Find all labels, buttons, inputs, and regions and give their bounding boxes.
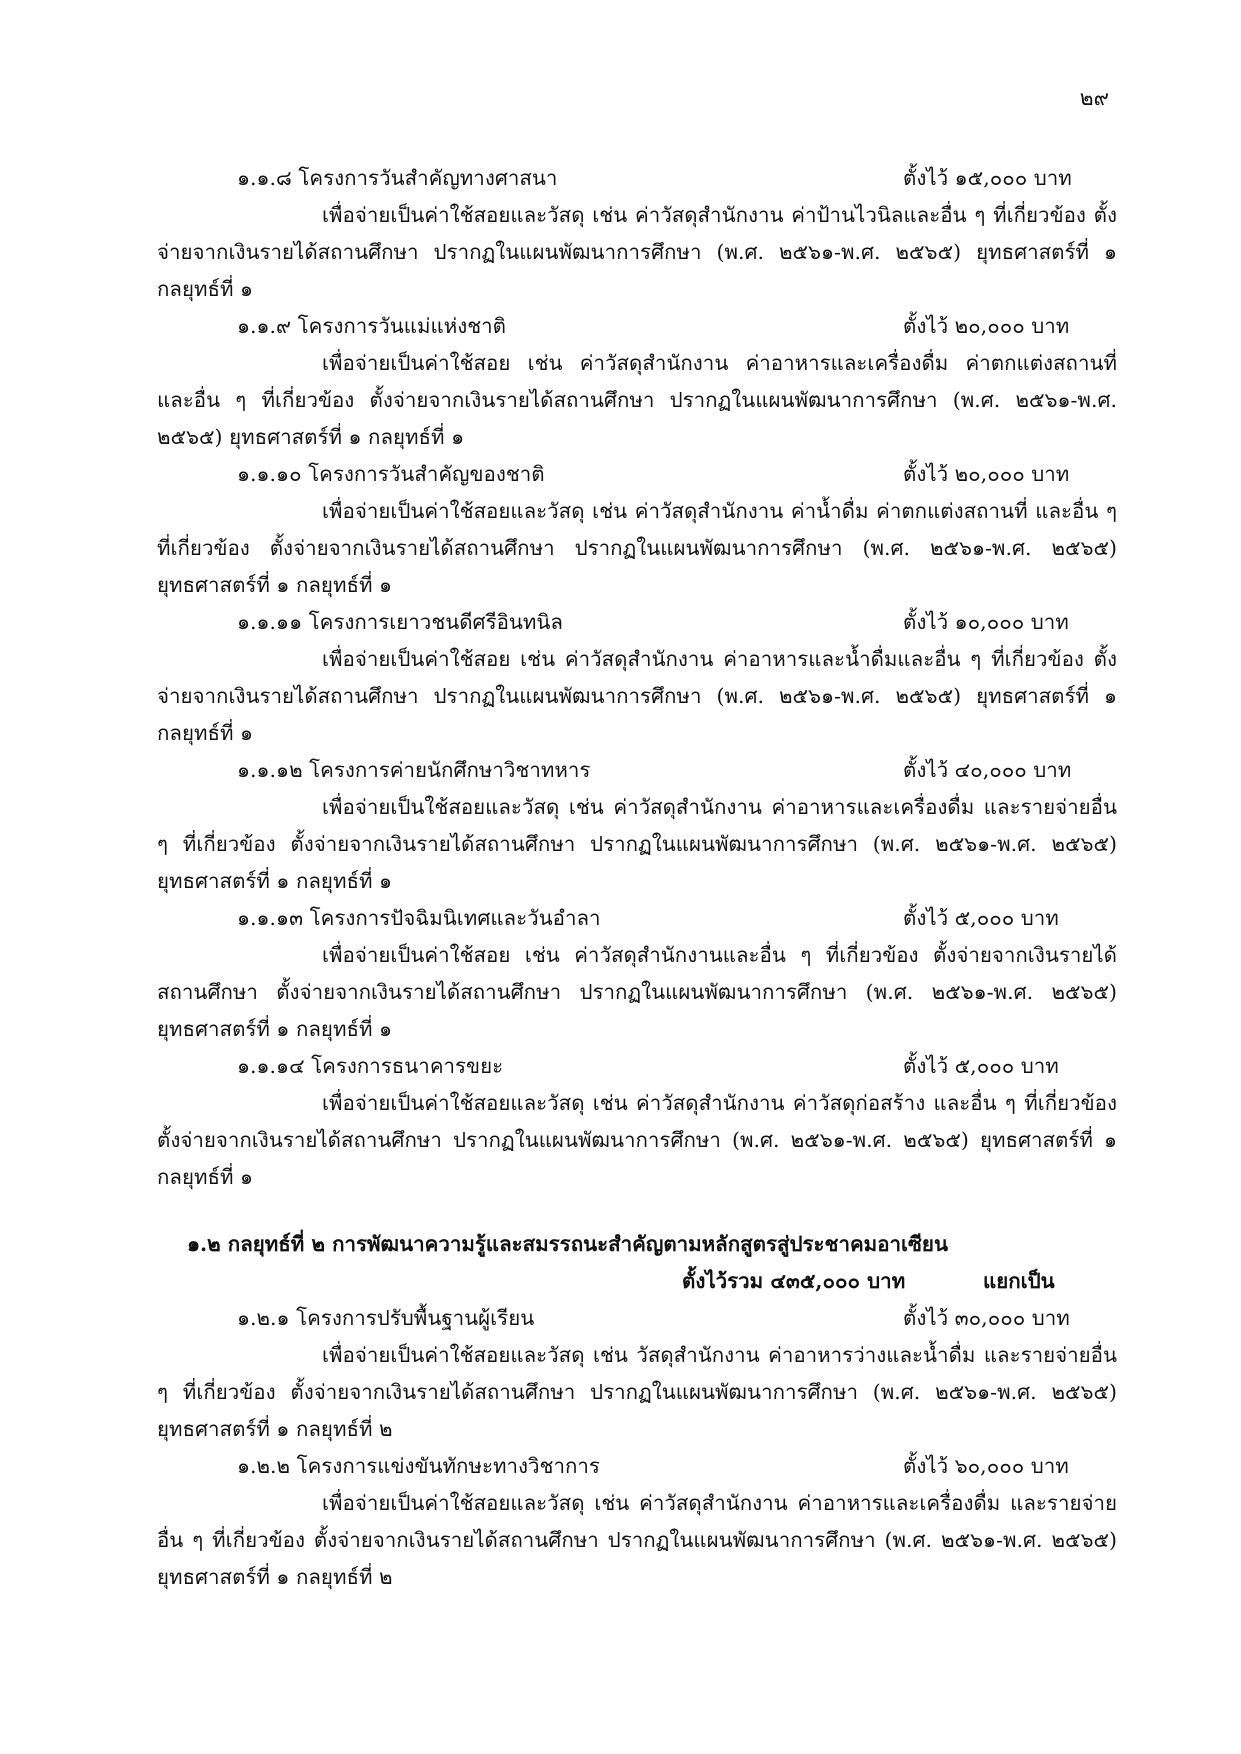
entry-amount: ตั้งไว้ ๑๕,๐๐๐ บาท [903, 166, 1072, 190]
budget-entry [157, 308, 1117, 456]
entry-amount: ตั้งไว้ ๖๐,๐๐๐ บาท [903, 1454, 1069, 1478]
document-body [157, 160, 1117, 1596]
entry-title: ๑.๒.๑ โครงการปรับพื้นฐานผู้เรียน [237, 1306, 535, 1330]
entry-amount: ตั้งไว้ ๕,๐๐๐ บาท [903, 906, 1059, 930]
entry-description: เพื่อจ่ายเป็นค่าใช้สอยและวัสดุ เช่น ค่าวัสดุสำนักงาน ค่าวัสดุก่อสร้าง และอื่น ๆ ที่เกี่ยวข้อง ตั้งจ่ายจากเงินรายได้สถานศึกษา ปรากฏในแผนพัฒนาการศึกษา (พ.ศ. ๒๕๖๑-พ.ศ. ๒๕๖๕) ยุทธศาสตร์ที่ ๑ กลยุทธ์ที่ ๑ [157, 1091, 1117, 1189]
entry-title: ๑.๑.๑๒ โครงการค่ายนักศึกษาวิชาทหาร [237, 758, 591, 782]
budget-entry [157, 456, 1117, 604]
entry-description: เพื่อจ่ายเป็นค่าใช้สอยและวัสดุ เช่น ค่าวัสดุสำนักงาน ค่าอาหารและเครื่องดื่ม และรายจ่ายอื่น ๆ ที่เกี่ยวข้อง ตั้งจ่ายจากเงินรายได้สถานศึกษา ปรากฏในแผนพัฒนาการศึกษา (พ.ศ. ๒๕๖๑-พ.ศ. ๒๕๖๕) ยุทธศาสตร์ที่ ๑ กลยุทธ์ที่ ๒ [157, 1491, 1117, 1589]
entry-title: ๑.๑.๑๓ โครงการปัจฉิมนิเทศและวันอำลา [237, 906, 601, 930]
entry-amount: ตั้งไว้ ๒๐,๐๐๐ บาท [903, 314, 1070, 338]
entry-heading [157, 308, 1117, 345]
budget-entry [157, 1448, 1117, 1596]
entry-heading [157, 1448, 1117, 1485]
entry-description: เพื่อจ่ายเป็นค่าใช้สอยและวัสดุ เช่น ค่าวัสดุสำนักงาน ค่าน้ำดื่ม ค่าตกแต่งสถานที่ และอื่น ๆ ที่เกี่ยวข้อง ตั้งจ่ายจากเงินรายได้สถานศึกษา ปรากฏในแผนพัฒนาการศึกษา (พ.ศ. ๒๕๖๑-พ.ศ. ๒๕๖๕) ยุทธศาสตร์ที่ ๑ กลยุทธ์ที่ ๑ [157, 499, 1117, 597]
entry-title: ๑.๑.๑๔ โครงการธนาคารขยะ [237, 1054, 504, 1078]
page-number: ๒๙ [1079, 86, 1109, 110]
budget-entry [157, 604, 1117, 752]
entry-description: เพื่อจ่ายเป็นใช้สอยและวัสดุ เช่น ค่าวัสดุสำนักงาน ค่าอาหารและเครื่องดื่ม และรายจ่ายอื่น ๆ ที่เกี่ยวข้อง ตั้งจ่ายจากเงินรายได้สถานศึกษา ปรากฏในแผนพัฒนาการศึกษา (พ.ศ. ๒๕๖๑-พ.ศ. ๒๕๖๕) ยุทธศาสตร์ที่ ๑ กลยุทธ์ที่ ๑ [157, 795, 1117, 893]
entry-amount: ตั้งไว้ ๕,๐๐๐ บาท [903, 1054, 1059, 1078]
entry-amount: ตั้งไว้ ๒๐,๐๐๐ บาท [903, 462, 1070, 486]
budget-entry [157, 1300, 1117, 1448]
entry-description: เพื่อจ่ายเป็นค่าใช้สอยและวัสดุ เช่น วัสดุสำนักงาน ค่าอาหารว่างและน้ำดื่ม และรายจ่ายอื่น ๆ ที่เกี่ยวข้อง ตั้งจ่ายจากเงินรายได้สถานศึกษา ปรากฏในแผนพัฒนาการศึกษา (พ.ศ. ๒๕๖๑-พ.ศ. ๒๕๖๕) ยุทธศาสตร์ที่ ๑ กลยุทธ์ที่ ๒ [157, 1343, 1117, 1441]
section-total-amount: ตั้งไว้รวม ๔๓๕,๐๐๐ บาท [682, 1269, 906, 1293]
entry-heading [157, 752, 1117, 789]
budget-entry [157, 160, 1117, 308]
entry-amount: ตั้งไว้ ๓๐,๐๐๐ บาท [903, 1306, 1070, 1330]
budget-entry [157, 900, 1117, 1048]
entry-amount: ตั้งไว้ ๔๐,๐๐๐ บาท [903, 758, 1072, 782]
entry-heading [157, 900, 1117, 937]
entry-heading [157, 1048, 1117, 1085]
entry-description: เพื่อจ่ายเป็นค่าใช้สอย เช่น ค่าวัสดุสำนักงานและอื่น ๆ ที่เกี่ยวข้อง ตั้งจ่ายจากเงินรายได้สถานศึกษา ตั้งจ่ายจากเงินรายได้สถานศึกษา ปรากฏในแผนพัฒนาการศึกษา (พ.ศ. ๒๕๖๑-พ.ศ. ๒๕๖๕) ยุทธศาสตร์ที่ ๑ กลยุทธ์ที่ ๑ [157, 943, 1117, 1041]
entry-title: ๑.๑.๘ โครงการวันสำคัญทางศาสนา [237, 166, 558, 190]
entry-amount: ตั้งไว้ ๑๐,๐๐๐ บาท [903, 610, 1069, 634]
budget-entry [157, 752, 1117, 900]
entry-description: เพื่อจ่ายเป็นค่าใช้สอย เช่น ค่าวัสดุสำนักงาน ค่าอาหารและน้ำดื่มและอื่น ๆ ที่เกี่ยวข้อง ตั้งจ่ายจากเงินรายได้สถานศึกษา ปรากฏในแผนพัฒนาการศึกษา (พ.ศ. ๒๕๖๑-พ.ศ. ๒๕๖๕) ยุทธศาสตร์ที่ ๑ กลยุทธ์ที่ ๑ [157, 647, 1117, 745]
entry-heading [157, 160, 1117, 197]
budget-entry [157, 1048, 1117, 1196]
entry-title: ๑.๑.๙ โครงการวันแม่แห่งชาติ [237, 314, 506, 338]
entry-heading [157, 604, 1117, 641]
entry-title: ๑.๑.๑๐ โครงการวันสำคัญของชาติ [237, 462, 545, 486]
section-heading: ๑.๒ กลยุทธ์ที่ ๒ การพัฒนาความรู้และสมรรถนะสำคัญตามหลักสูตรสู่ประชาคมอาเซียน [187, 1232, 948, 1256]
section-total [157, 1263, 1117, 1300]
section-total-suffix: แยกเป็น [983, 1269, 1055, 1293]
entry-description: เพื่อจ่ายเป็นค่าใช้สอยและวัสดุ เช่น ค่าวัสดุสำนักงาน ค่าป้านไวนิลและอื่น ๆ ที่เกี่ยวข้อง ตั้งจ่ายจากเงินรายได้สถานศึกษา ปรากฏในแผนพัฒนาการศึกษา (พ.ศ. ๒๕๖๑-พ.ศ. ๒๕๖๕) ยุทธศาสตร์ที่ ๑ กลยุทธ์ที่ ๑ [157, 203, 1117, 301]
entry-heading [157, 1300, 1117, 1337]
entry-description: เพื่อจ่ายเป็นค่าใช้สอย เช่น ค่าวัสดุสำนักงาน ค่าอาหารและเครื่องดื่ม ค่าตกแต่งสถานที่ และอื่น ๆ ที่เกี่ยวข้อง ตั้งจ่ายจากเงินรายได้สถานศึกษา ปรากฏในแผนพัฒนาการศึกษา (พ.ศ. ๒๕๖๑-พ.ศ. ๒๕๖๕) ยุทธศาสตร์ที่ ๑ กลยุทธ์ที่ ๑ [157, 351, 1117, 449]
entry-title: ๑.๒.๒ โครงการแข่งขันทักษะทางวิชาการ [237, 1454, 600, 1478]
entry-heading [157, 456, 1117, 493]
entry-title: ๑.๑.๑๑ โครงการเยาวชนดีศรีอินทนิล [237, 610, 563, 634]
